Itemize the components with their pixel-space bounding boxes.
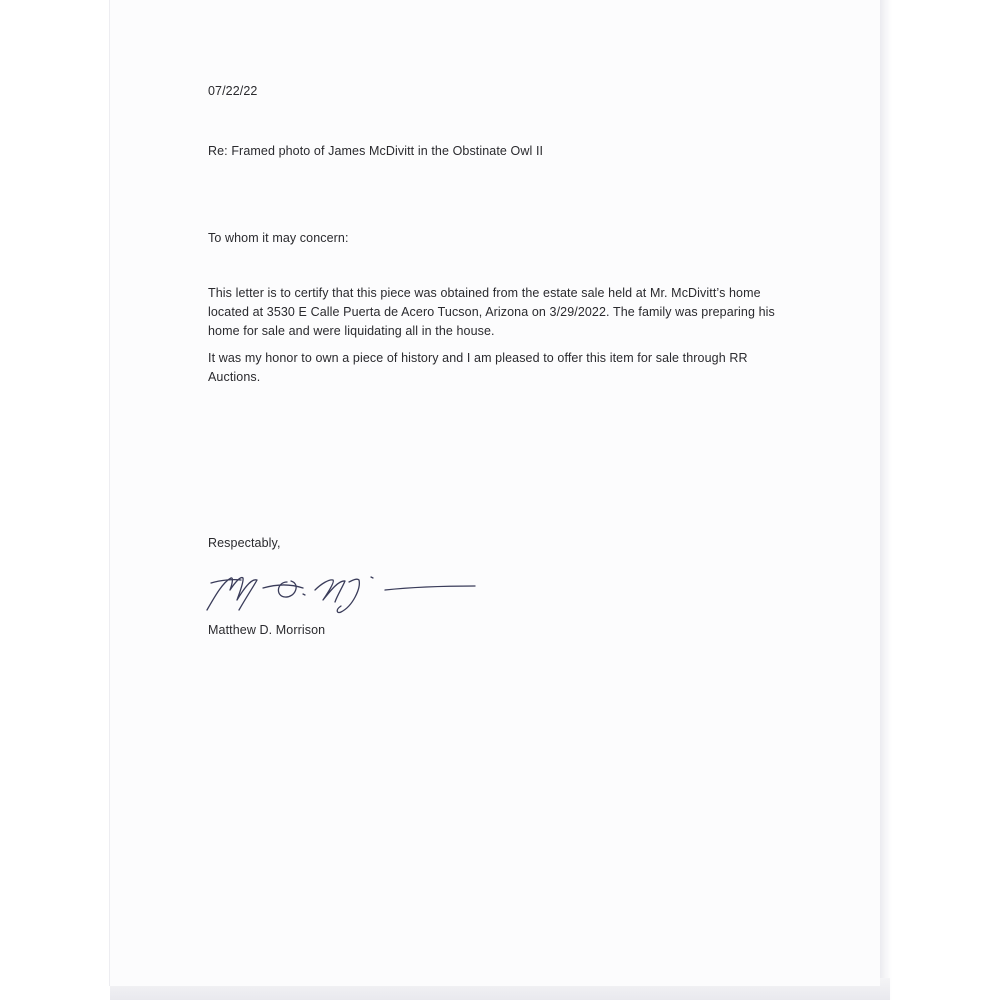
- salutation: To whom it may concern:: [208, 231, 349, 245]
- body-paragraph-2: It was my honor to own a piece of history and I am pleased to offer this item for sale through RR Auctions.: [208, 351, 748, 384]
- subject-line: Re: Framed photo of James McDivitt in the Obstinate Owl II: [208, 144, 544, 158]
- letter-date: 07/22/22: [208, 84, 258, 98]
- handwritten-signature: [203, 566, 483, 616]
- body-paragraph-1: This letter is to certify that this piece was obtained from the estate sale held at Mr. McDivitt’s home located at 3530 E Calle Puerta de Acero Tucson, Arizona on 3/29/2022. The family was preparing his home for sale and were liquidating all in the house.: [208, 286, 775, 338]
- page-edge-shadow: [878, 0, 892, 1000]
- signer-name: Matthew D. Morrison: [208, 623, 326, 637]
- closing: Respectably,: [208, 536, 281, 550]
